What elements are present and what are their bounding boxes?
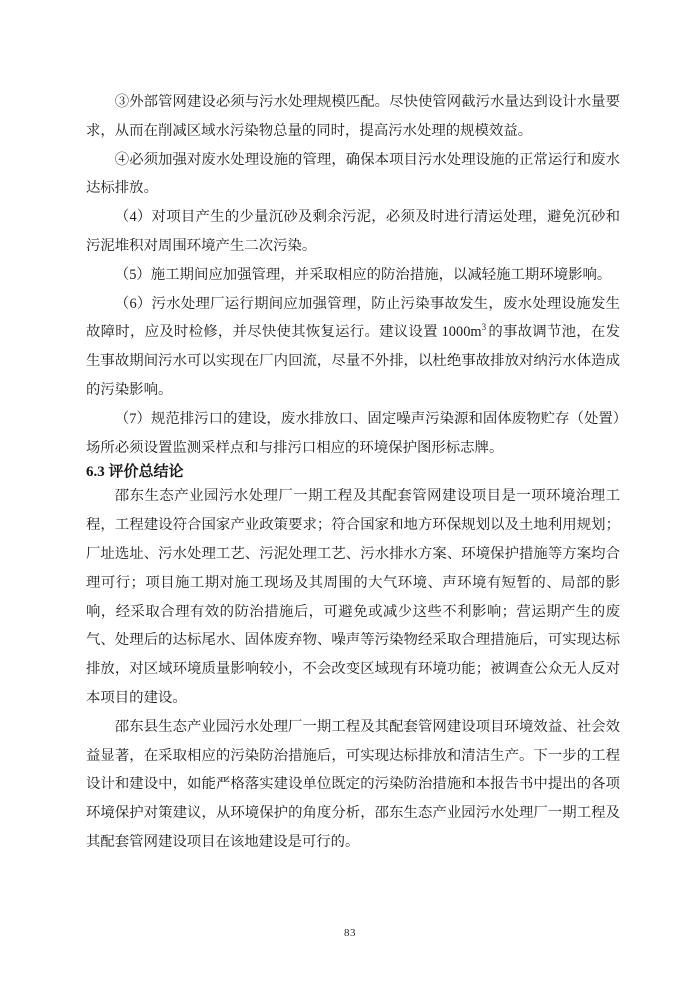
- conclusion-paragraph-2: 邵东县生态产业园污水处理厂一期工程及其配套管网建设项目环境效益、社会效益显著，在采取相应的污染防治措施后，可实现达标排放和清洁生产。下一步的工程设计和建设中，如能严格落实建设单位既定的污染防治措施和本报告书中提出的各项环境保护对策建议，从环境保护的角度分析，邵东生态产业园污水处理厂一期工程及其配套管网建设项目在该地建设是可行的。: [86, 718, 620, 850]
- paragraph-item-6: [86, 290, 620, 405]
- paragraph-circled-4: ④必须加强对废水处理设施的管理，确保本项目污水处理设施的正常运行和废水达标排放。: [86, 151, 620, 197]
- page-number: 83: [344, 927, 356, 939]
- paragraph-circled-3: ③外部管网建设必须与污水处理规模匹配。尽快使管网截污水量达到设计水量要求，从而在削减区域水污染物总量的同时，提高污水处理的规模效益。: [86, 94, 620, 139]
- conclusion-paragraph-1: 邵东生态产业园污水处理厂一期工程及其配套管网建设项目是一项环境治理工程，工程建设符合国家产业政策要求；符合国家和地方环保规划以及土地利用规划；厂址选址、污水处理工艺、污泥处理工艺、污水排水方案、环境保护措施等方案均合理可行；项目施工期对施工现场及其周围的大气环境、声环境有短暂的、局部的影响，经采取合理有效的防治措施后，可避免或减少这些不利影响；营运期产生的废气、处理后的达标尾水、固体废弃物、噪声等污染物经采取合理措施后，可实现达标排放，对区域环境质量影响较小，不会改变区域现有环境功能；被调查公众无人反对本项目的建设。: [86, 488, 620, 706]
- paragraph-item-6-text-after-superscript: 的事故调节池，在发生事故期间污水可以实现在厂内回流，尽量不外排，以杜绝事故排放对纳污水体造成的污染影响。: [86, 324, 620, 398]
- paragraph-item-4: （4）对项目产生的少量沉砂及剩余污泥，必须及时进行清运处理，避免沉砂和污泥堆积对周围环境产生二次污染。: [86, 209, 620, 254]
- paragraph-item-6-text-before-superscript: （6）污水处理厂运行期间应加强管理，防止污染事故发生，废水处理设施发生故障时，应及时检修，并尽快使其恢复运行。建议设置 1000m: [86, 295, 620, 341]
- section-heading: 6.3 评价总结论: [86, 464, 184, 481]
- paragraph-item-5: （5）施工期间应加强管理，并采取相应的防治措施，以减轻施工期环境影响。: [114, 266, 612, 283]
- page-footer: [0, 923, 700, 941]
- paragraph-item-7: （7）规范排污口的建设，废水排放口、固定噪声污染源和固体废物贮存（处置）场所必须设置监测采样点和与排污口相应的环境保护图形标志牌。: [86, 410, 620, 456]
- document-content: [86, 88, 620, 857]
- cubic-meter-superscript: 3: [481, 321, 487, 332]
